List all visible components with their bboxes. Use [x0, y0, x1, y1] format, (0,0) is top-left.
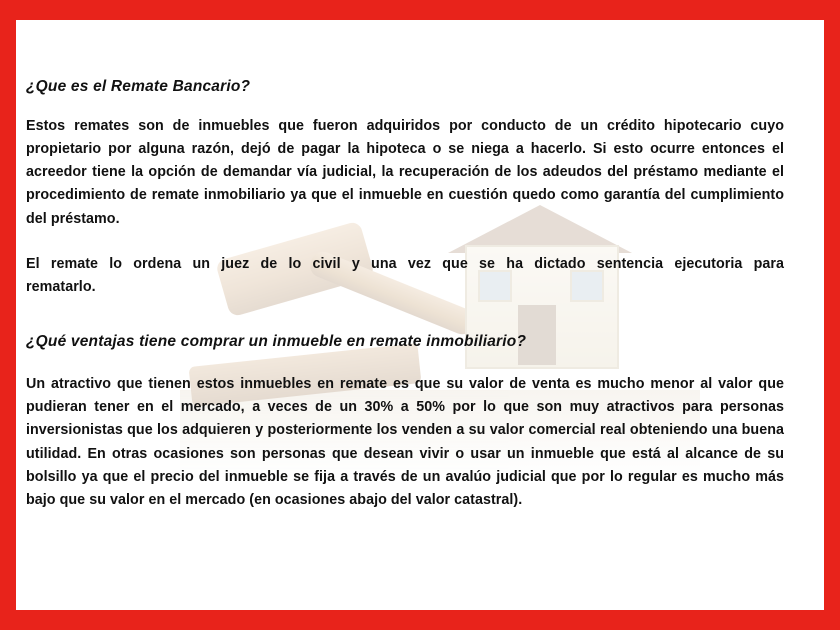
paragraph-juez-civil: El remate lo ordena un juez de lo civil y una vez que se ha dictado sentencia ejecutoria para rematarlo.	[26, 255, 784, 295]
slide-content	[16, 20, 824, 610]
red-border-bottom	[0, 610, 840, 630]
paragraph-ventajas: Un atractivo que tienen estos inmuebles en remate es que su valor de venta es mucho menor al valor que pudieran tener en el mercado, a veces de un 30% a 50% por lo que son muy atractivos para personas inversionistas que los adquieren y posteriormente los venden a su valor comercial real obteniendo una buena utilidad. En otras ocasiones son personas que desean vivir o usar un inmueble que está al alcance de su bolsillo ya que el precio del inmueble se fija a través de un avalúo judicial que por lo regular es mucho más bajo que su valor en el mercado (en ocasiones abajo del valor catastral).	[26, 376, 784, 508]
heading-ventajas-comprar-inmueble: ¿Qué ventajas tiene comprar un inmueble en remate inmobiliario?	[26, 333, 527, 351]
red-border-right	[824, 0, 840, 630]
heading-que-es-remate-bancario: ¿Que es el Remate Bancario?	[26, 78, 251, 95]
red-border-top	[0, 0, 840, 20]
red-border-left	[0, 0, 16, 630]
paragraph-definicion-remate: Estos remates son de inmuebles que fueron adquiridos por conducto de un crédito hipotecario cuyo propietario por alguna razón, dejó de pagar la hipoteca o se niega a hacerlo. Si esto ocurre entonces el acreedor tiene la opción de demandar vía judicial, la recuperación de los adeudos del préstamo mediante el procedimiento de remate inmobiliario ya que el inmueble en cuestión quedo como garantía del cumplimiento del préstamo.	[26, 118, 784, 227]
